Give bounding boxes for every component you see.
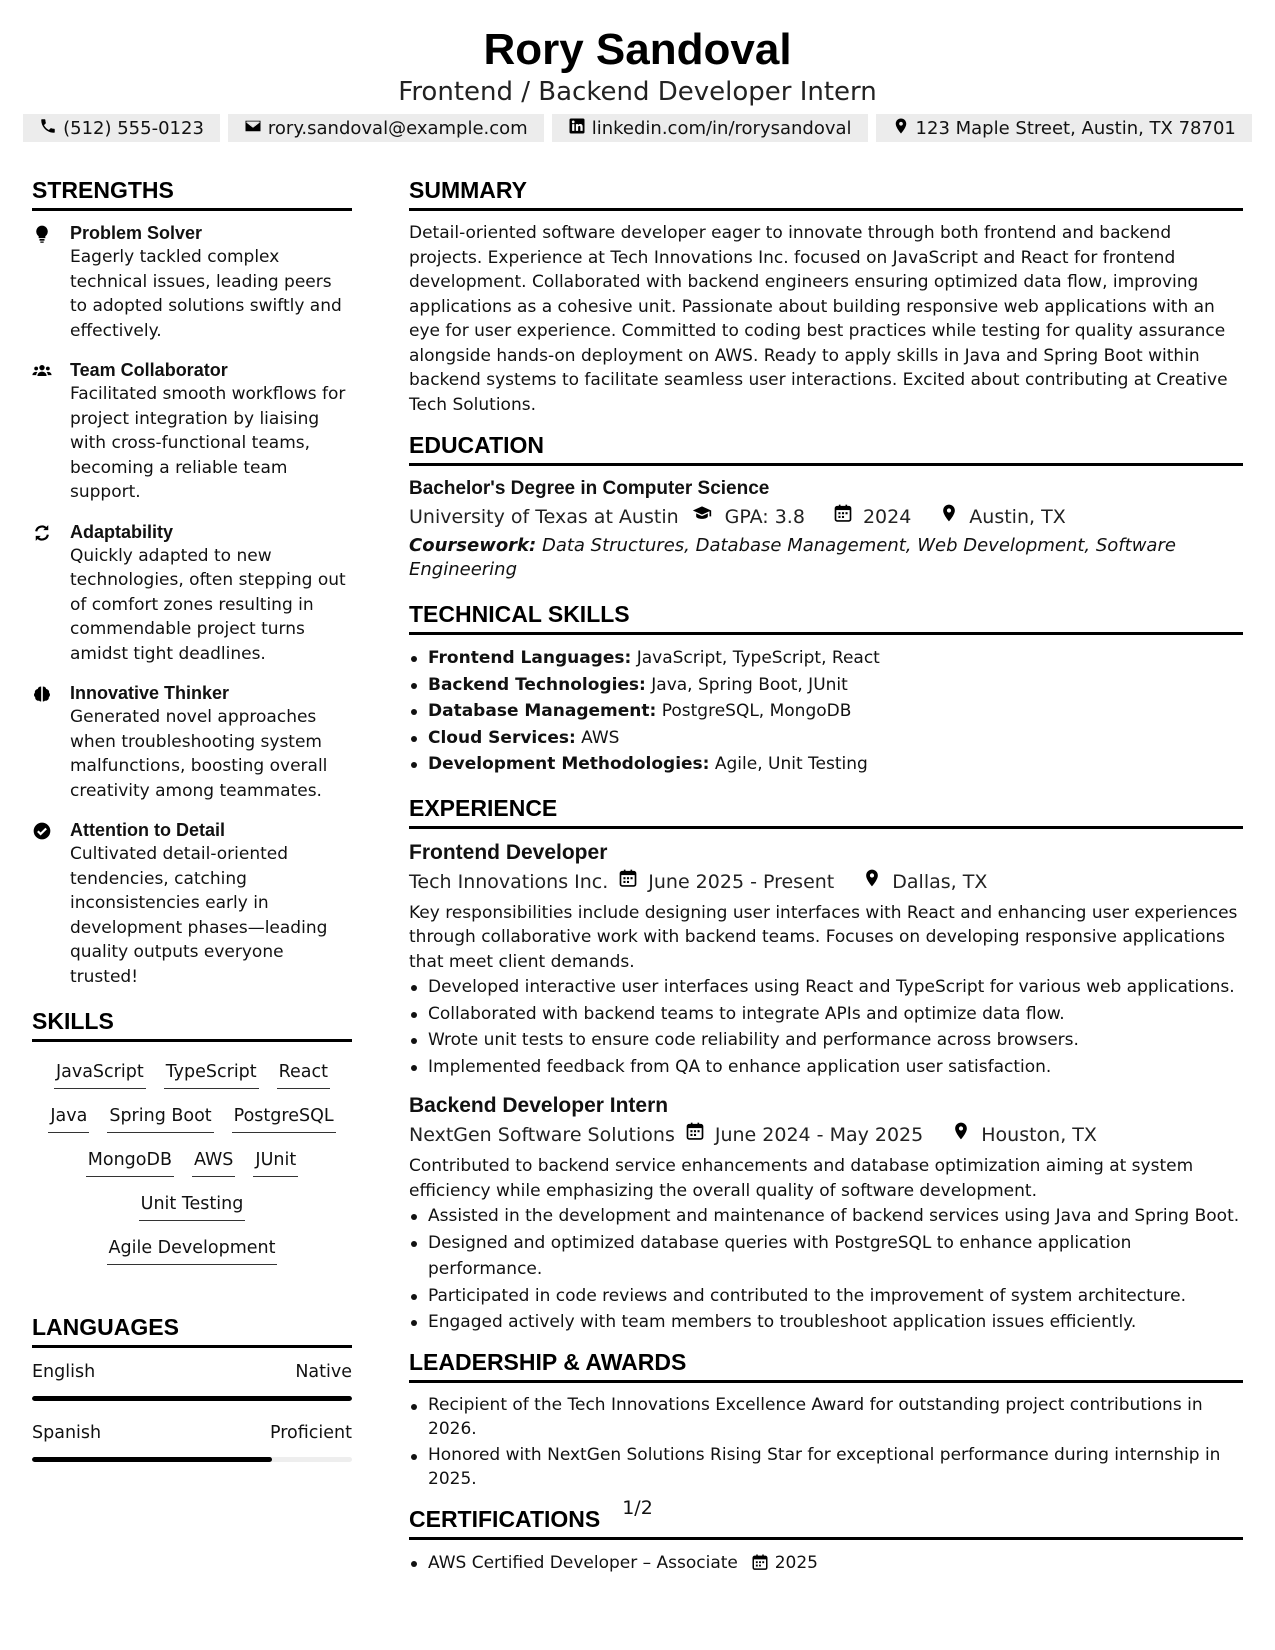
skill-tag: Java [48,1104,89,1133]
candidate-role: Frontend / Backend Developer Intern [398,77,877,107]
contact-address[interactable] [876,114,1252,142]
graduation-cap-icon [689,502,715,532]
languages-section [32,1313,352,1462]
list-item: Collaborated with backend teams to integrate APIs and optimize data flow. [409,1001,1243,1028]
leadership-list [409,1393,1243,1491]
strength-title: Innovative Thinker [70,683,230,703]
strength-title: Team Collaborator [70,360,228,380]
summary-text: Detail-oriented software developer eager to innovate through both frontend and backend projects. Experience at Tech Innovations Inc. focused on JavaScript and React for frontend development. Collaborated with backend engineers ensuring optimized data flow, improving applications as a cohesive unit. Passionate about building responsive web applications with an eye for user experience. Committed to coding best practices while testing for quality assurance alongside hands-on deployment on AWS. Ready to apply skills in Java and Spring Boot within backend systems to facilitate seamless user interactions. Excited about contributing at Creative Tech Solutions. [409,223,1228,415]
experience-heading: EXPERIENCE [409,794,1243,829]
language-proficiency-fill [32,1396,352,1401]
skill-tag: PostgreSQL [232,1104,336,1133]
candidate-name: Rory Sandoval [483,25,792,74]
job-dates: June 2025 - Present [648,870,835,893]
job-description: Contributed to backend service enhancements and database optimization aiming at system efficiency while emphasizing the overall quality of software development. [409,1156,1194,1201]
list-item: Participated in code reviews and contributed to the improvement of system architecture. [409,1283,1243,1310]
skill-tag: Spring Boot [107,1104,213,1133]
location-pin-icon [951,1120,971,1150]
job-title: Frontend Developer [409,840,608,864]
skill-tag: MongoDB [86,1148,174,1177]
language-row [32,1360,352,1384]
strength-desc: Generated novel approaches when troubleshooting system malfunctions, boosting overall creativity among teammates. [70,707,328,801]
skill-tag: JUnit [253,1148,298,1177]
summary-heading: SUMMARY [409,176,1243,211]
job-title: Backend Developer Intern [409,1094,669,1117]
list-item [409,1550,1243,1580]
experience-section [409,794,1243,1336]
brain-icon [32,681,56,803]
linkedin-icon [568,117,586,140]
coursework-list: Data Structures, Database Management, Web Development, Software Engineering [409,535,1176,580]
job-bullets [409,974,1243,1080]
job-entry [409,1092,1243,1336]
strengths-section [32,176,352,989]
education-school: University of Texas at Austin [409,506,679,528]
page-number: 1/2 [622,1497,653,1519]
certifications-list [409,1550,1243,1580]
education-section [409,431,1243,582]
list-item: Honored with NextGen Solutions Rising Star for exceptional performance during internship in 2025. [409,1443,1243,1491]
list-item: Wrote unit tests to ensure code reliability and performance across browsers. [409,1027,1243,1054]
leadership-section [409,1348,1243,1491]
list-item: Developed interactive user interfaces using React and TypeScript for various web applications. [409,974,1243,1001]
list-item: Database Management: PostgreSQL, MongoDB [409,698,1243,725]
location-pin-icon [892,117,910,140]
education-heading: EDUCATION [409,431,1243,466]
skill-tag: JavaScript [54,1060,146,1089]
strength-desc: Facilitated smooth workflows for project integration by liaising with cross-functional teams, becoming a reliable team support. [70,384,346,502]
resume-header [0,24,1275,108]
strength-title: Attention to Detail [70,820,225,840]
strength-item [32,681,352,803]
skill-tag: AWS [192,1148,235,1177]
strength-desc: Eagerly tackled complex technical issues, leading peers to adopted solutions swiftly and effectively. [70,247,342,341]
language-row [32,1421,352,1445]
calendar-icon [833,502,853,532]
job-meta [409,1120,1243,1150]
sync-icon [32,520,56,667]
location-pin-icon [939,502,959,532]
job-bullets [409,1203,1243,1336]
check-circle-icon [32,818,56,989]
skill-tag: React [277,1060,330,1089]
strength-item [32,221,352,343]
certifications-heading: CERTIFICATIONS [409,1505,1243,1540]
job-meta [409,867,1243,897]
language-proficiency-bar [32,1396,352,1401]
list-item: Implemented feedback from QA to enhance application user satisfaction. [409,1054,1243,1081]
list-item: Development Methodologies: Agile, Unit Testing [409,751,1243,778]
technical-skills-list [409,645,1243,778]
list-item: Assisted in the development and maintenance of backend services using Java and Spring Boot. [409,1203,1243,1230]
phone-icon [39,117,57,140]
contact-linkedin[interactable] [552,114,868,142]
skills-list [32,1052,352,1277]
language-level: Native [295,1362,352,1382]
left-column [32,176,352,1482]
calendar-icon [685,1120,705,1150]
users-icon [32,358,56,505]
strength-item [32,520,352,667]
language-name: English [32,1362,96,1382]
list-item: Cloud Services: AWS [409,725,1243,752]
summary-section [409,176,1243,417]
language-proficiency-bar [32,1457,352,1462]
calendar-icon [618,867,638,897]
strength-item [32,818,352,989]
contact-phone-text: (512) 555-0123 [63,117,204,139]
strength-title: Problem Solver [70,223,203,243]
education-degree: Bachelor's Degree in Computer Science [409,478,770,499]
strength-title: Adaptability [70,521,174,542]
skills-section [32,1007,352,1277]
strengths-heading: STRENGTHS [32,176,352,211]
contact-address-text: 123 Maple Street, Austin, TX 78701 [915,117,1236,139]
job-description: Key responsibilities include designing user interfaces with React and enhancing user experiences through collaborative work with backend teams. Focuses on developing responsive applications that meet client demands. [409,902,1238,972]
contact-bar [0,114,1275,142]
contact-email[interactable] [228,114,544,142]
education-gpa: GPA: 3.8 [724,506,805,528]
job-location: Dallas, TX [892,870,988,893]
contact-email-text: rory.sandoval@example.com [267,117,528,139]
list-item: Engaged actively with team members to troubleshoot application issues efficiently. [409,1309,1243,1336]
skills-heading: SKILLS [32,1007,352,1042]
calendar-icon [751,1553,769,1580]
language-proficiency-fill [32,1457,272,1462]
certification-year: 2025 [774,1552,818,1573]
location-pin-icon [862,867,882,897]
list-item: Backend Technologies: Java, Spring Boot, JUnit [409,672,1243,699]
contact-phone[interactable] [23,114,220,142]
strength-item [32,358,352,505]
list-item: Designed and optimized database queries with PostgreSQL to enhance application performance. [409,1230,1243,1283]
language-level: Proficient [270,1423,352,1443]
skill-tag: TypeScript [164,1060,259,1089]
job-company: NextGen Software Solutions [409,1124,675,1146]
skill-tag: Unit Testing [139,1192,246,1221]
strength-desc: Quickly adapted to new technologies, often stepping out of comfort zones resulting in commendable project turns amidst tight deadlines. [70,545,346,664]
education-coursework [409,534,1243,582]
certification-name: AWS Certified Developer – Associate [428,1552,738,1573]
job-location: Houston, TX [981,1124,1097,1146]
right-column [409,176,1243,1579]
language-name: Spanish [32,1423,102,1443]
contact-linkedin-text: linkedin.com/in/rorysandoval [591,117,852,139]
education-location: Austin, TX [969,506,1066,528]
technical-skills-section [409,600,1243,778]
technical-skills-heading: TECHNICAL SKILLS [409,600,1243,635]
languages-heading: LANGUAGES [32,1313,352,1348]
job-entry [409,839,1243,1081]
list-item: Recipient of the Tech Innovations Excellence Award for outstanding project contributions in 2026. [409,1393,1243,1441]
lightbulb-icon [32,221,56,343]
job-dates: June 2024 - May 2025 [714,1124,924,1146]
envelope-icon [244,117,262,140]
leadership-heading: LEADERSHIP & AWARDS [409,1348,1243,1383]
education-year: 2024 [862,506,912,528]
strength-desc: Cultivated detail-oriented tendencies, catching inconsistencies early in development phases—leading quality outputs everyone trusted! [70,844,328,987]
job-company: Tech Innovations Inc. [409,870,609,893]
skill-tag: Agile Development [107,1236,278,1265]
education-meta [409,502,1243,532]
coursework-label: Coursework: [409,535,537,556]
list-item: Frontend Languages: JavaScript, TypeScript, React [409,645,1243,672]
